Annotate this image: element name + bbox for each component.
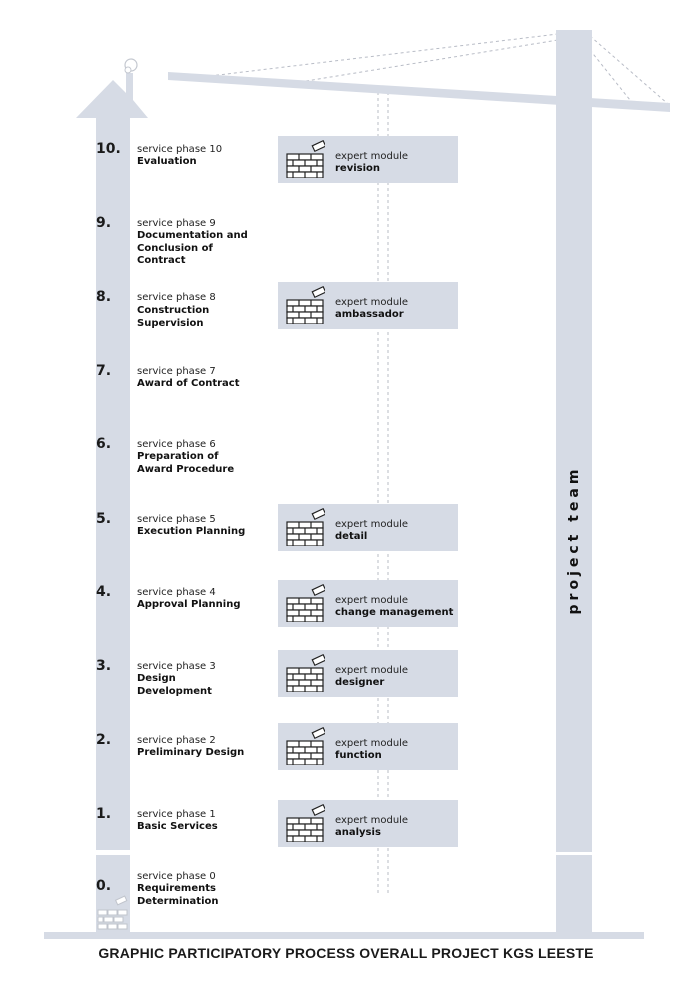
- phase-5-label: service phase 5: [137, 514, 216, 525]
- phase-1-number: 1.: [96, 806, 112, 822]
- phase-9-number: 9.: [96, 215, 112, 231]
- phase-2-title: Preliminary Design: [137, 747, 245, 758]
- module-name: function: [335, 750, 382, 761]
- phase-9-label: service phase 9: [137, 218, 216, 229]
- project-team-label: project team: [566, 465, 582, 615]
- expert-module-analysis: [278, 800, 458, 847]
- phase-5-number: 5.: [96, 511, 112, 527]
- module-name: ambassador: [335, 309, 404, 320]
- phase-5-title: Execution Planning: [137, 526, 246, 537]
- module-label: expert module: [335, 815, 409, 826]
- phase-6-label: service phase 6: [137, 439, 216, 450]
- phase-3-number: 3.: [96, 658, 112, 674]
- phase-2-number: 2.: [96, 732, 112, 748]
- phase-2-label: service phase 2: [137, 735, 216, 746]
- phase-4-number: 4.: [96, 584, 112, 600]
- phase-8-label: service phase 8: [137, 292, 216, 303]
- phase-6-title: Preparation of Award Procedure: [137, 451, 235, 475]
- phase-1-label: service phase 1: [137, 809, 216, 820]
- phase-9-title: Documentation and Conclusion of Contract: [137, 230, 248, 266]
- phase-0-number: 0.: [96, 878, 112, 894]
- phase-7-title: Award of Contract: [137, 378, 240, 389]
- brick-wall-icon: [285, 140, 325, 178]
- phase-4-title: Approval Planning: [137, 599, 241, 610]
- phase-4-label: service phase 4: [137, 587, 216, 598]
- crane-jib: [168, 72, 670, 112]
- phase-7-number: 7.: [96, 363, 112, 379]
- module-name: analysis: [335, 827, 381, 838]
- phase-7-label: service phase 7: [137, 366, 216, 377]
- expert-module-designer: [278, 650, 458, 697]
- phase-3-label: service phase 3: [137, 661, 216, 672]
- phase-8-title: Construction Supervision: [137, 305, 210, 329]
- phase-3-title: Design Development: [137, 673, 212, 697]
- expert-module-function: [278, 723, 458, 770]
- phase-10-title: Evaluation: [137, 156, 197, 167]
- brick-wall-icon: [285, 584, 325, 622]
- phase-1-title: Basic Services: [137, 821, 218, 832]
- phase-6-number: 6.: [96, 436, 112, 452]
- brick-wall-icon: [285, 804, 325, 842]
- project-team-column: [557, 30, 591, 935]
- module-label: expert module: [335, 738, 409, 749]
- expert-module-detail: [278, 504, 458, 551]
- ground-line: [44, 932, 644, 939]
- expert-module-ambassador: [278, 282, 458, 329]
- module-label: expert module: [335, 151, 409, 162]
- phase-10-number: 10.: [96, 141, 121, 157]
- module-label: expert module: [335, 519, 409, 530]
- module-name: detail: [335, 531, 368, 542]
- module-name: revision: [335, 163, 381, 174]
- foundation-block: [96, 855, 130, 935]
- brick-wall-icon: [285, 654, 325, 692]
- module-label: expert module: [335, 297, 409, 308]
- phase-0-title: Requirements Determination: [137, 883, 219, 907]
- brick-wall-icon: [285, 727, 325, 765]
- module-label: expert module: [335, 665, 409, 676]
- module-label: expert module: [335, 595, 409, 606]
- phase-8-number: 8.: [96, 289, 112, 305]
- brick-wall-icon: [285, 286, 325, 324]
- expert-module-revision: [278, 136, 458, 183]
- diagram-caption: GRAPHIC PARTICIPATORY PROCESS OVERALL PROJECT KGS LEESTE: [98, 945, 594, 961]
- phase-0-label: service phase 0: [137, 871, 216, 882]
- phase-10-label: service phase 10: [137, 144, 223, 155]
- brick-wall-icon: [285, 508, 325, 546]
- module-name: change management: [335, 607, 454, 618]
- module-name: designer: [335, 677, 385, 688]
- expert-module-change-management: [278, 580, 458, 627]
